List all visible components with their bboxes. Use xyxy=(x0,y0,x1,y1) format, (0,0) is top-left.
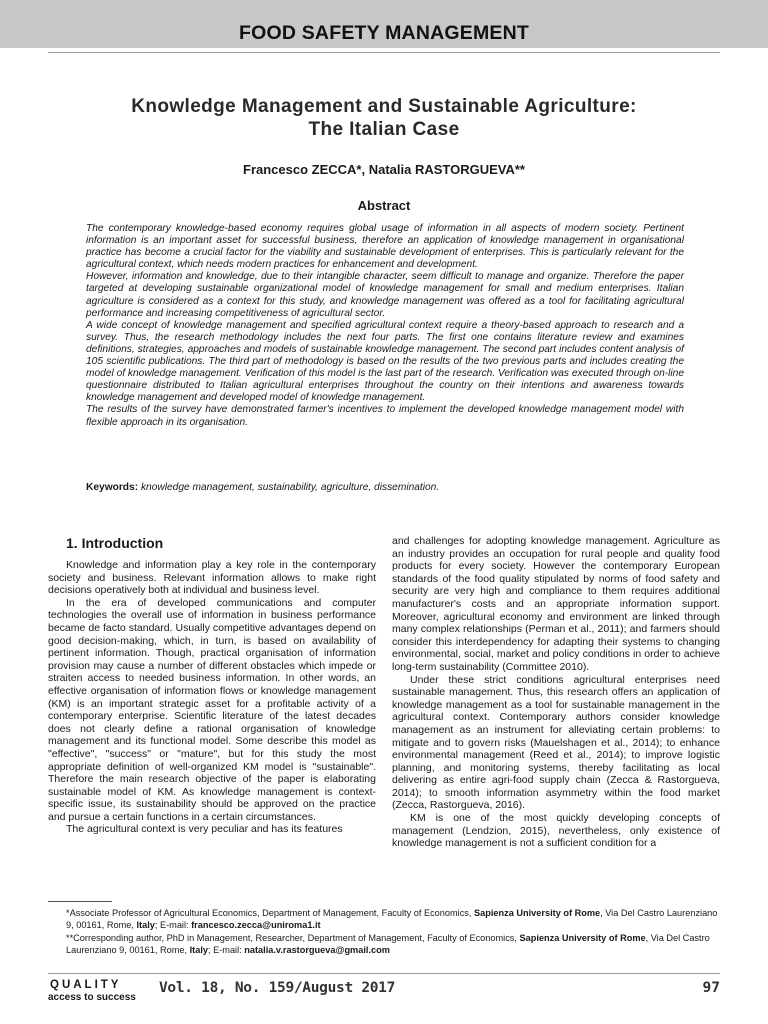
paper-authors: Francesco ZECCA*, Natalia RASTORGUEVA** xyxy=(243,162,525,177)
footnote-text: **Corresponding author, PhD in Management, Researcher, Department of Management, Faculty of Economics, xyxy=(66,932,520,943)
page-number: 97 xyxy=(702,980,720,996)
abstract-paragraph: However, information and knowledge, due to their intangible character, seem difficult to manage and organize. Therefore the paper targeted at developing sustainable organizational model of knowledge management for small and medium enterprises. Italian agriculture is considered as a context for this study, and knowledge management was offered as a tool for facilitating agricultural performance and increasing competitiveness of agricultural sector. xyxy=(86,271,684,319)
footnote-address: , Via Del Castro Laurenziano 9, 00161, Rome, xyxy=(66,932,710,955)
footnote-author-1 xyxy=(66,907,720,931)
abstract-paragraph: The results of the survey have demonstrated farmer's incentives to implement the developed knowledge management model with flexible approach in its organisation. xyxy=(86,404,684,428)
body-paragraph: The agricultural context is very peculiar and has its features xyxy=(66,823,343,836)
paper-title xyxy=(48,95,720,141)
abstract-paragraph: The contemporary knowledge-based economy requires global usage of information in all aspects of modern society. Pertinent information is an important asset for successful business, therefore an application of knowledge management in organisational practice has become a crucial factor for the viability and sustainable development of enterprises. This is particularly relevant for the agricultural context, which needs modern practices for enhancement and development. xyxy=(86,223,684,271)
footnote-country: Italy xyxy=(189,944,208,955)
footnote-country: Italy xyxy=(136,920,155,930)
body-column-right xyxy=(392,535,720,850)
brand-tagline: access to success xyxy=(48,992,136,1003)
paper-title-line-2: The Italian Case xyxy=(308,119,460,140)
body-paragraph: Knowledge and information play a key role in the contemporary society and business. Relevant information allows to make right decisions operatively both at individual and business level. xyxy=(48,559,376,597)
abstract-heading: Abstract xyxy=(357,198,411,213)
abstract-paragraph: A wide concept of knowledge management and specified agricultural context require a theory-based approach to research and a survey. Thus, the research methodology includes the next four parts. The first one contains literature review and examines definitions, strategies, approaches and models of sustainable knowledge management. The second part includes content analysis of 105 scientific publications. The third part of methodology is based on the results of the two previous parts and includes creating the model of knowledge management. Verification of this model is the last part of the research. Verification was executed through on-line questionnaire distributed to Italian agricultural enterprises throughout the country on their intentions and awareness towards knowledge management and developed model of knowledge management. xyxy=(86,319,684,404)
keywords-list: knowledge management, sustainability, agriculture, dissemination. xyxy=(140,482,440,493)
issue-info: Vol. 18, No. 159/August 2017 xyxy=(159,980,396,996)
body-paragraph: KM is one of the most quickly developing concepts of management (Lendzion, 2015), nevertheless, only existence of knowledge management is not a sufficient condition for a xyxy=(392,812,720,850)
abstract-body xyxy=(86,223,684,429)
footnote-email: francesco.zecca@uniroma1.it xyxy=(191,920,321,930)
body-column-left xyxy=(48,532,376,836)
brand-name: QUALITY xyxy=(50,979,122,991)
keywords xyxy=(86,481,684,494)
journal-section-title: FOOD SAFETY MANAGEMENT xyxy=(238,22,530,44)
footer-divider xyxy=(48,973,720,974)
footnote-email: natalia.v.rastorgueva@gmail.com xyxy=(244,944,390,955)
paper-title-line-1: Knowledge Management and Sustainable Agriculture: xyxy=(131,96,637,117)
footnote-university: Sapienza University of Rome xyxy=(519,932,646,943)
footnote-divider xyxy=(48,901,112,902)
header-divider xyxy=(48,52,720,53)
body-paragraph: and challenges for adopting knowledge management. Agriculture as an industry provides an occupation for rural people and quality food products for every society. However the contemporary European standards of the food quality stipulated by norms of food safety and security are very high and compliance to them requires additional manufacturer's costs and an appropriate information support. Moreover, agricultural economy and environment are linked through many complex relationships (Perman et al., 2011); and farmers should consider this interdependency for adapting their systems to changing environmental, social, market and policy conditions in order to achieve long-term sustainability (Committee 2010). xyxy=(392,535,720,673)
footnote-university: Sapienza University of Rome xyxy=(474,908,601,918)
footnote-text: *Associate Professor of Agricultural Economics, Department of Management, Faculty of Economics, xyxy=(66,908,474,918)
footnote-address: , Via Del Castro Laurenziano 9, 00161, Rome, xyxy=(66,908,718,930)
footnote-email-label: ; E-mail: xyxy=(154,920,192,930)
keywords-label: Keywords: xyxy=(86,482,139,493)
section-heading-introduction: 1. Introduction xyxy=(66,535,164,551)
footnotes xyxy=(48,907,720,956)
body-paragraph: In the era of developed communications and computer technologies the overall use of information in business performance became de facto standard. Usually competitive advantages depend on good decision-making, which, in turn, is based on availability of pertinent information. Though, practical organisation of information provision may cause a number of different obstacles which impede or straiten access to needed business information. In other words, an effective organisation of information flows or knowledge management (KM) is an important strategic asset for a profitable activity of a contemporary enterprise. Scientific literature of the latest decades does not clearly define a rational organisation of knowledge management and its functional model. Some describe this model as "effective", "success" or "mature", but for this study the most appropriate definition of well-organized KM model is "sustainable". Therefore the main research objective of the paper is elaborating sustainable model of KM. As knowledge management is context-specific issue, its sustainability should be approved on the practice and pursue a certain functions in a certain circumstances. xyxy=(48,596,376,823)
footnote-email-label: ; E-mail: xyxy=(208,944,245,955)
journal-brand-logo xyxy=(48,979,158,1004)
body-paragraph: Under these strict conditions agricultural enterprises need sustainable management. Thus, this research offers an application of knowledge management as a tool for sustainable management in the agricultural context. Contemporary authors consider knowledge management as an instrument for alleviating certain problems: to mitigate and to govern risks (Mauelshagen et al., 2014); to enhance environmental management (Reed et al., 2014); to improve logistic planning, and monitoring systems, thereby facilitating as local delivering as entire agri-food supply chain (Zecca & Rastorgueva, 2014); to smooth information asymmetry within the food market (Zecca, Rastorgueva, 2016). xyxy=(392,673,720,812)
footnote-author-2 xyxy=(66,932,720,956)
